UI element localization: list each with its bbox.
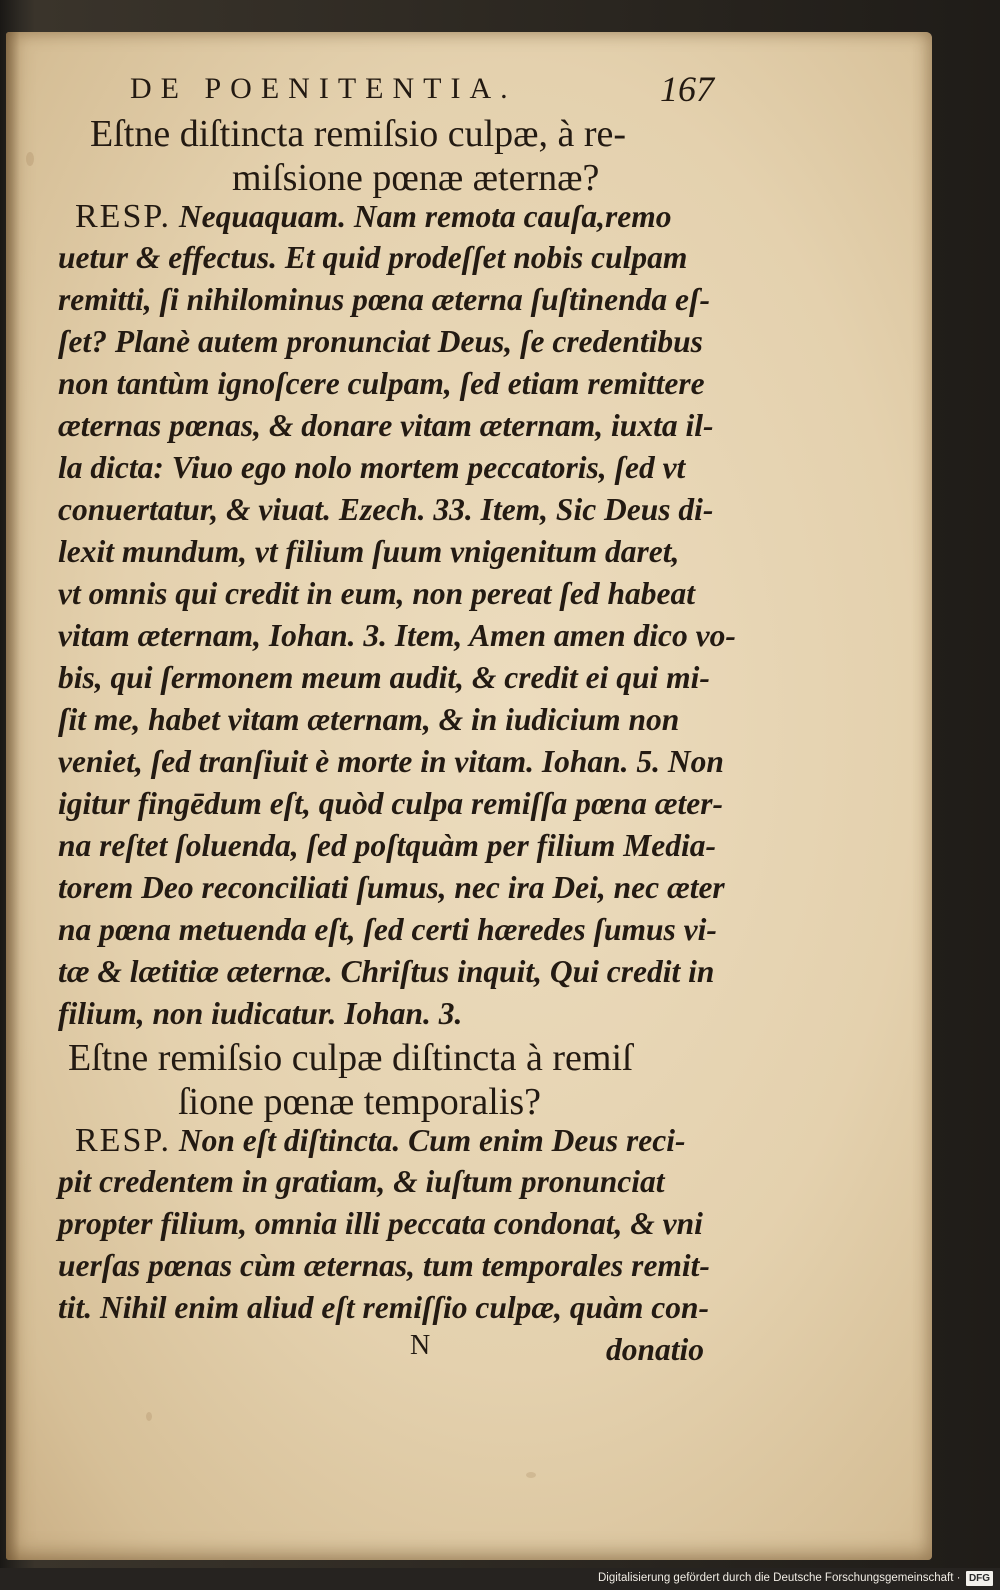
- answer-1-line: non tantùm ignoſcere culpam, ſed etiam remittere: [58, 366, 705, 401]
- answer-1-line: la dicta: Viuo ego nolo mortem peccatoris, ſed vt: [58, 450, 686, 485]
- question-1-line-2: miſsione pœnæ æternæ?: [232, 157, 600, 199]
- running-title: DE POENITENTIA.: [130, 72, 517, 105]
- page-gutter-shadow: [6, 32, 20, 1560]
- foxing-spot: [26, 152, 34, 166]
- answer-1-line: ſit me, habet vitam æternam, & in iudicium non: [58, 702, 680, 737]
- answer-2-line: propter filium, omnia illi peccata condonat, & vni: [58, 1206, 703, 1241]
- digitization-credit: Digitalisierung gefördert durch die Deutsche Forschungsgemeinschaft ·: [598, 1572, 961, 1584]
- question-2-line-1: Eſtne remiſsio culpæ diſtincta à remiſ: [68, 1037, 633, 1079]
- foxing-spot: [526, 1472, 536, 1478]
- answer-1-line-text: Nequaquam. Nam remota cauſa,remo: [178, 199, 672, 234]
- answer-1-line: igitur fingēdum eſt, quòd culpa remiſſa pœna æter-: [58, 786, 724, 821]
- answer-2-line: uerſas pœnas cùm æternas, tum temporales remit-: [58, 1248, 710, 1283]
- answer-1-line: ſet? Planè autem pronunciat Deus, ſe credentibus: [58, 324, 703, 359]
- answer-1-line: torem Deo reconciliati ſumus, nec ira Dei, nec æter: [58, 870, 725, 905]
- question-1-line-1: Eſtne diſtincta remiſsio culpæ, à re-: [90, 113, 627, 155]
- question-2-line-2: ſione pœnæ temporalis?: [178, 1081, 542, 1123]
- answer-1-line: æternas pœnas, & donare vitam æternam, iuxta il-: [58, 408, 714, 443]
- answer-1-line: vt omnis qui credit in eum, non pereat ſed habeat: [58, 576, 696, 611]
- dfg-logo: DFG: [966, 1571, 993, 1586]
- answer-1-line: filium, non iudicatur. Iohan. 3.: [58, 996, 463, 1031]
- answer-2-line: [75, 1122, 686, 1160]
- answer-2-line: pit credentem in gratiam, & iuſtum pronunciat: [58, 1164, 665, 1199]
- answer-1-line: na pœna metuenda eſt, ſed certi hæredes ſumus vi-: [58, 912, 717, 947]
- answer-1-line: uetur & effectus. Et quid prodeſſet nobis culpam: [58, 240, 688, 275]
- resp-label: RESP.: [75, 1122, 171, 1159]
- answer-1-line: veniet, ſed tranſiuit è morte in vitam. Iohan. 5. Non: [58, 744, 724, 779]
- answer-2-line: tit. Nihil enim aliud eſt remiſſio culpæ, quàm con-: [58, 1290, 710, 1325]
- answer-1-line: lexit mundum, vt filium ſuum vnigenitum daret,: [58, 534, 680, 569]
- answer-1-line: vitam æternam, Iohan. 3. Item, Amen amen dico vo-: [58, 618, 736, 653]
- catchword: donatio: [606, 1332, 705, 1367]
- answer-1-line: bis, qui ſermonem meum audit, & credit ei qui mi-: [58, 660, 710, 695]
- answer-1-line: [75, 198, 672, 236]
- answer-1-line: na reſtet ſoluenda, ſed poſtquàm per filium Media-: [58, 828, 716, 863]
- answer-2-line-text: Non eſt diſtincta. Cum enim Deus reci-: [178, 1123, 686, 1158]
- answer-1-line: tæ & lætitiæ æternæ. Chriſtus inquit, Qui credit in: [58, 954, 715, 989]
- foxing-spot: [146, 1412, 152, 1421]
- resp-label: RESP.: [75, 198, 171, 235]
- signature-mark: N: [410, 1330, 431, 1361]
- answer-1-line: conuertatur, & viuat. Ezech. 33. Item, Sic Deus di-: [58, 492, 714, 527]
- page-number: 167: [660, 69, 714, 109]
- answer-1-line: remitti, ſi nihilominus pœna æterna ſuſtinenda eſ-: [58, 282, 710, 317]
